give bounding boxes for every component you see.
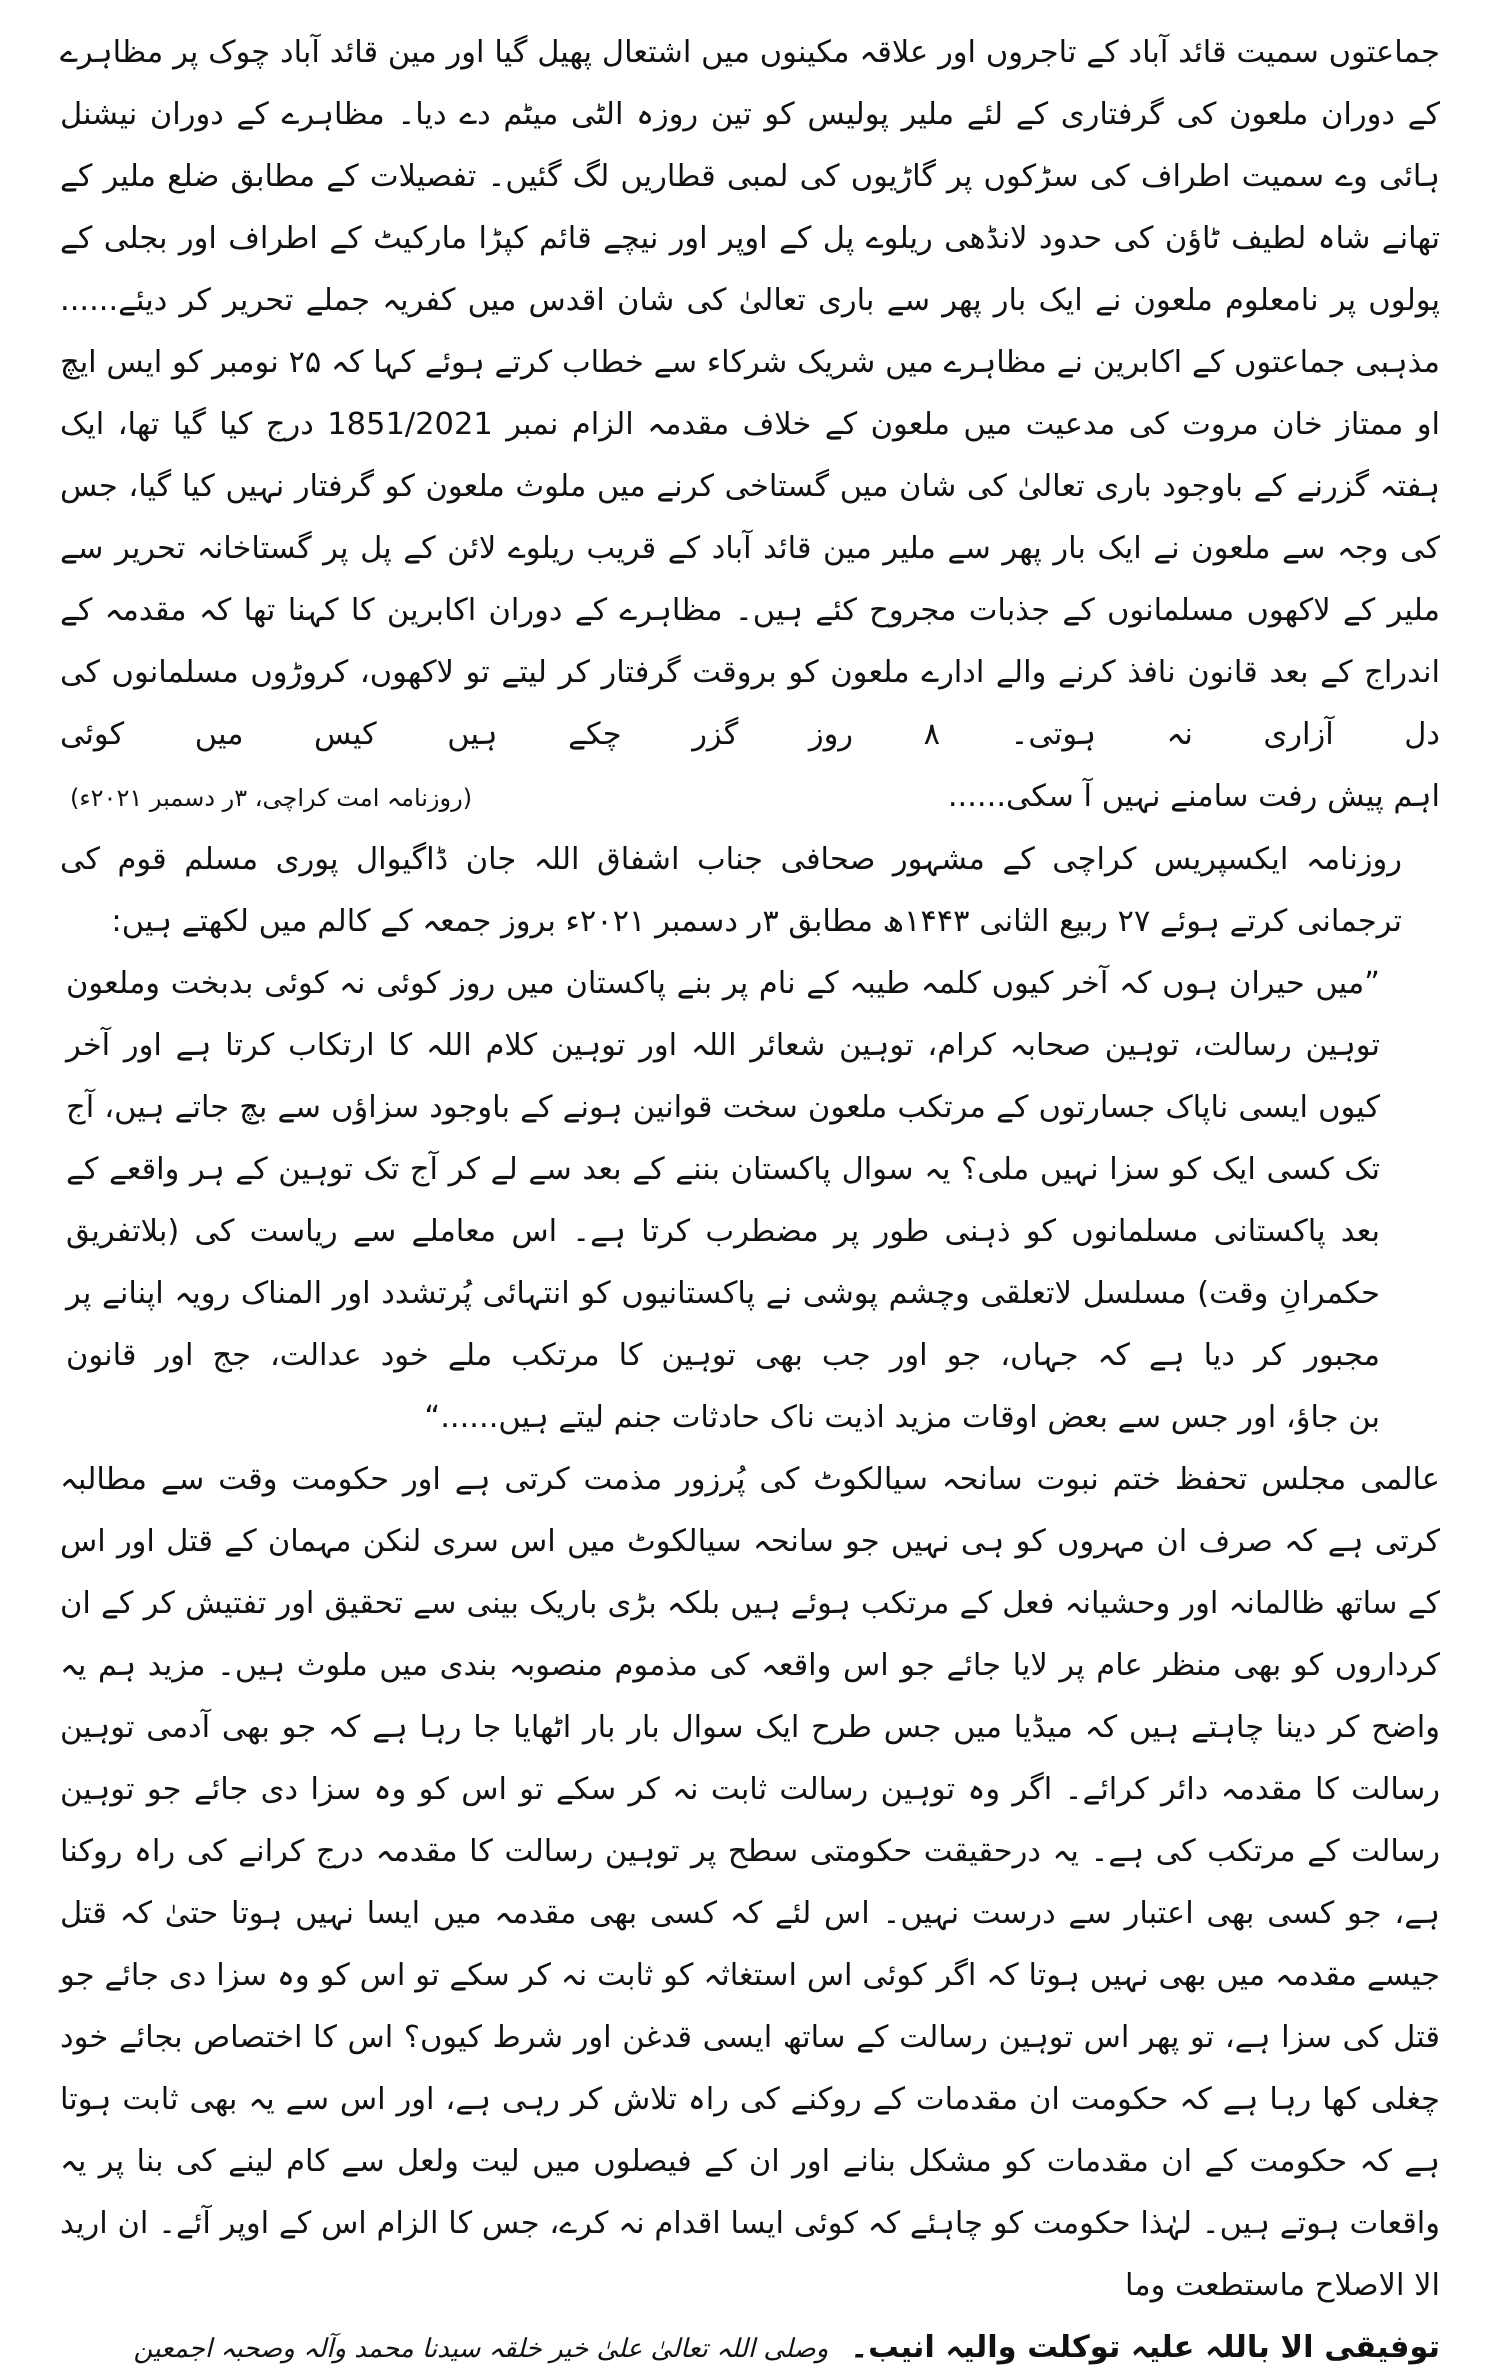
closing-line (60, 2317, 1440, 2380)
document-page (60, 22, 1441, 2365)
paragraph-closing-line (60, 766, 1440, 829)
closing-prayer: توفیقی الا باللہ علیہ توکلت والیہ انیب۔ (850, 2330, 1440, 2365)
source-citation: (روزنامہ امت کراچی، ۳ر دسمبر ۲۰۲۱ء) (70, 784, 473, 812)
paragraph-final-sentence: اہم پیش رفت سامنے نہیں آ سکی...... (947, 779, 1440, 814)
block-quote: ”میں حیران ہوں کہ آخر کیوں کلمہ طیبہ کے نام پر بنے پاکستان میں روز کوئی نہ کوئی بدبخت وملعون توہین رسالت، توہین صحابہ کرام، توہین شعائر اللہ اور توہین کلام اللہ کا ارتکاب کرتا ہے اور آخر کیوں ایسی ناپاک جسارتوں کے مرتکب ملعون سخت قوانین ہونے کے باوجود سزاؤں سے بچ جاتے ہیں، آج تک کسی ایک کو سزا نہیں ملی؟ یہ سوال پاکستان بننے کے بعد سے لے کر آج تک توہین کے ہر واقعے کے بعد پاکستانی مسلمانوں کو ذہنی طور پر مضطرب کرتا ہے۔ اس معاملے سے ریاست کی (بلاتفریق حکمرانِ وقت) مسلسل لاتعلقی وچشم پوشی نے پاکستانیوں کو انتہائی پُرتشدد اور المناک رویہ اپنانے پر مجبور کر دیا ہے کہ جہاں، جو اور جب بھی توہین کا مرتکب ملے خود عدالت، جج اور قانون (66, 966, 1380, 1373)
block-quote-ending: بن جاؤ، اور جس سے بعض اوقات مزید اذیت ناک حادثات جنم لیتے ہیں......“ (424, 1400, 1380, 1435)
paragraph-protest-report: جماعتوں سمیت قائد آباد کے تاجروں اور علاقہ مکینوں میں اشتعال پھیل گیا اور مین قائد آباد چوک پر مظاہرے کے دوران ملعون کی گرفتاری کے لئے ملیر پولیس کو تین روزہ الٹی میٹم دے دیا۔ مظاہرے کے دوران نیشنل ہائی وے سمیت اطراف کی سڑکوں پر گاڑیوں کی لمبی قطاریں لگ گئیں۔ تفصیلات کے مطابق ضلع ملیر کے تھانے شاہ لطیف ٹاؤن کی حدود لانڈھی ریلوے پل کے اوپر اور نیچے قائم کپڑا مارکیٹ کے اطراف اور بجلی کے پولوں پر نامعلوم ملعون نے ایک بار پھر سے باری تعالیٰ کی شان اقدس میں کفریہ جملے تحریر کر دیئے...... مذہبی جماعتوں کے اکابرین نے مظاہرے میں شریک شرکاء سے خطاب کرتے ہوئے کہا کہ ۲۵ نومبر کو ایس ایچ او ممتاز خان مروت کی مدعیت میں ملعون کے خلاف مقدمہ الزام نمبر 1851/2021 درج کیا گیا تھا، ایک ہفتہ گزرنے کے باوجود باری تعالیٰ کی شان میں گستاخی کرنے میں ملوث ملعون کو گرفتار نہیں کیا گیا، جس کی وجہ سے ملعون نے ایک بار پھر سے ملیر مین قائد آباد کے قریب ریلوے لائن کے پل پر گستاخانہ تحریر سے ملیر کے لاکھوں مسلمانوں کے جذبات مجروح کئے ہیں۔ مظاہرے کے دوران اکابرین کا کہنا تھا کہ مقدمہ کے اندراج کے بعد قانون نافذ کرنے والے ادارے ملعون کو بروقت گرفتار کر لیتے تو لاکھوں، کروڑوں مسلمانوں کی دل آزاری نہ ہوتی۔ ۸ روز گزر چکے ہیں کیس میں کوئی (60, 35, 1441, 752)
closing-salutation: وصلی اللہ تعالیٰ علیٰ خیر خلقہ سیدنا محمد وآلہ وصحبہ اجمعین (133, 2334, 829, 2364)
column-introduction: روزنامہ ایکسپریس کراچی کے مشہور صحافی جناب اشفاق اللہ جان ڈاگیوال پوری مسلم قوم کی ترجمانی کرتے ہوئے ۲۷ ربیع الثانی ۱۴۴۳ھ مطابق ۳ر دسمبر ۲۰۲۱ء بروز جمعہ کے کالم میں لکھتے ہیں: (60, 842, 1402, 939)
paragraph-demand-statement: عالمی مجلس تحفظ ختم نبوت سانحہ سیالکوٹ کی پُرزور مذمت کرتی ہے اور حکومت وقت سے مطالبہ کرتی ہے کہ صرف ان مہروں کو ہی نہیں جو سانحہ سیالکوٹ میں اس سری لنکن مہمان کے قتل اور اس کے ساتھ ظالمانہ اور وحشیانہ فعل کے مرتکب ہوئے ہیں بلکہ بڑی باریک بینی سے تحقیق اور تفتیش کر کے ان کرداروں کو بھی منظر عام پر لایا جائے جو اس واقعہ کی مذموم منصوبہ بندی میں ملوث ہیں۔ مزید ہم یہ واضح کر دینا چاہتے ہیں کہ میڈیا میں جس طرح ایک سوال بار بار اٹھایا جا رہا ہے کہ جو بھی آدمی توہین رسالت کا مقدمہ دائر کرائے۔ اگر وہ توہین رسالت ثابت نہ کر سکے تو اس کو وہ سزا دی جائے جو توہین رسالت کے مرتکب کی ہے۔ یہ درحقیقت حکومتی سطح پر توہین رسالت کا مقدمہ درج کرانے کی راہ روکنا ہے، جو کسی بھی اعتبار سے درست نہیں۔ اس لئے کہ کسی بھی مقدمہ میں ایسا نہیں ہوتا حتیٰ کہ قتل جیسے مقدمہ میں بھی نہیں ہوتا کہ اگر کوئی اس استغاثہ کو ثابت نہ کر سکے تو اس کو وہ سزا دی جائے جو قتل کی سزا ہے، تو پھر اس توہین رسالت کے ساتھ ایسی قدغن اور شرط کیوں؟ اس کا اختصاص بجائے خود چغلی کھا رہا ہے کہ حکومت ان مقدمات کے روکنے کی راہ تلاش کر رہی ہے، اور اس سے یہ بھی ثابت ہوتا ہے کہ حکومت کے ان مقدمات کو مشکل بنانے اور ان کے فیصلوں میں لیت ولعل سے کام لینے کی بنا پر یہ واقعات ہوتے ہیں۔ لہٰذا حکومت کو چاہئے کہ کوئی ایسا اقدام نہ کرے، جس کا الزام اس کے اوپر آئے۔ ان ارید الا الاصلاح ماستطعت وما (60, 1462, 1440, 2303)
